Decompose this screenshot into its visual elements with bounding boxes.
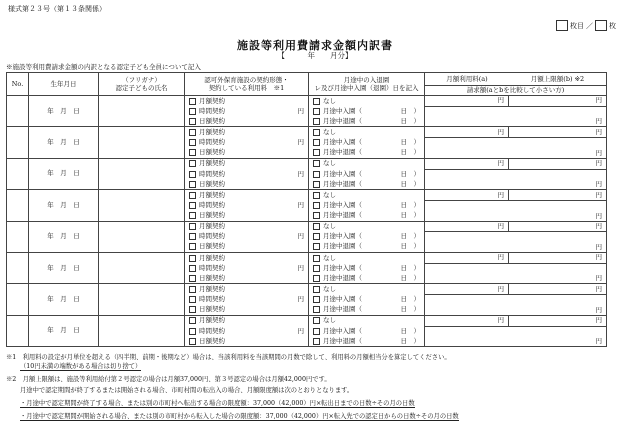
move-exit[interactable]: 月途中退園（ 日 ） xyxy=(309,336,425,347)
header-birth: 生年月日 xyxy=(29,73,99,96)
checkbox-icon[interactable] xyxy=(313,171,320,178)
contract-monthly[interactable]: 月額契約 xyxy=(185,221,309,232)
contract-hourly[interactable]: 時間契約 円 xyxy=(185,201,309,211)
child-name-cell[interactable] xyxy=(99,315,185,346)
sheet-label: 枚目 xyxy=(570,21,584,30)
billing-month: 【 年 月分】 xyxy=(277,51,353,60)
checkbox-icon[interactable] xyxy=(313,255,320,262)
footnote-1: ※1 利用料の設定が月単位を超える（四半期、前期・後期など）場合は、当該利用料を当該期間の月数で除して、利用料の月額相当分を算定してください。 xyxy=(6,354,451,361)
checkbox-icon[interactable] xyxy=(313,118,320,125)
claim-cell[interactable]: 円 xyxy=(425,106,607,127)
checkbox-icon[interactable] xyxy=(313,181,320,188)
checkbox-icon[interactable] xyxy=(189,265,196,272)
checkbox-icon[interactable] xyxy=(313,328,320,335)
checkbox-icon[interactable] xyxy=(313,149,320,156)
table-row xyxy=(7,158,607,169)
row-number xyxy=(7,127,29,158)
row-number xyxy=(7,96,29,127)
contract-monthly[interactable]: 月額契約 xyxy=(185,284,309,295)
checkbox-icon[interactable] xyxy=(189,129,196,136)
contract-hourly[interactable]: 時間契約 円 xyxy=(185,138,309,148)
claim-cell[interactable]: 円 xyxy=(425,169,607,190)
birth-date-cell[interactable]: 年 月 日 xyxy=(29,127,99,158)
table-row xyxy=(7,284,607,295)
limit-cell[interactable]: 円 xyxy=(509,127,607,138)
checkbox-icon[interactable] xyxy=(313,223,320,230)
move-exit[interactable]: 月途中退園（ 日 ） xyxy=(309,273,425,284)
contract-hourly[interactable]: 時間契約 円 xyxy=(185,169,309,179)
contract-monthly[interactable]: 月額契約 xyxy=(185,315,309,326)
limit-cell[interactable]: 円 xyxy=(509,284,607,295)
header-amounts: 月額利用料(a) 月額上限額(b) ※2 請求額(aとbを比較して小さい方) xyxy=(425,73,607,96)
contract-monthly[interactable]: 月額契約 xyxy=(185,190,309,201)
checkbox-icon[interactable] xyxy=(189,171,196,178)
checkbox-icon[interactable] xyxy=(313,129,320,136)
contract-hourly[interactable]: 時間契約 円 xyxy=(185,106,309,116)
checkbox-icon[interactable] xyxy=(189,275,196,282)
contract-daily[interactable]: 日額契約 xyxy=(185,242,309,253)
table-row xyxy=(7,252,607,263)
total-sheets-box[interactable] xyxy=(595,20,607,31)
move-none[interactable]: なし xyxy=(309,252,425,263)
footnote-2b: 月途中で認定期間が終了するまたは開始される場合、市町村間の転出入の場合、月額限度額は次のとおりとなります。 xyxy=(20,387,354,394)
child-name-cell[interactable] xyxy=(99,96,185,127)
birth-date-cell[interactable]: 年 月 日 xyxy=(29,96,99,127)
contract-daily[interactable]: 日額契約 xyxy=(185,211,309,222)
move-exit[interactable]: 月途中退園（ 日 ） xyxy=(309,116,425,127)
claim-cell[interactable]: 円 xyxy=(425,263,607,284)
row-number xyxy=(7,315,29,346)
checkbox-icon[interactable] xyxy=(313,265,320,272)
move-entry[interactable]: 月途中入園（ 日 ） xyxy=(309,263,425,273)
checkbox-icon[interactable] xyxy=(189,296,196,303)
checkbox-icon[interactable] xyxy=(189,160,196,167)
limit-cell[interactable]: 円 xyxy=(509,190,607,201)
move-exit[interactable]: 月途中退園（ 日 ） xyxy=(309,211,425,222)
row-number xyxy=(7,158,29,189)
checkbox-icon[interactable] xyxy=(313,108,320,115)
footnote-2: ※2 月額上限額は、施設等利用給付第２号認定の場合は月額37,000円、第３号認定の場合は月額42,000円です。 xyxy=(6,376,331,383)
header-move: 月途中の入退園 レ及び月途中入園（退園）日を記入 xyxy=(309,73,425,96)
move-entry[interactable]: 月途中入園（ 日 ） xyxy=(309,138,425,148)
page-title: 施設等利用費請求金額内訳書 xyxy=(237,39,393,52)
checkbox-icon[interactable] xyxy=(313,98,320,105)
checkbox-icon[interactable] xyxy=(189,192,196,199)
checkbox-icon[interactable] xyxy=(313,286,320,293)
child-name-cell[interactable] xyxy=(99,221,185,252)
claim-cell[interactable]: 円 xyxy=(425,201,607,222)
checkbox-icon[interactable] xyxy=(189,255,196,262)
move-none[interactable]: なし xyxy=(309,190,425,201)
checkbox-icon[interactable] xyxy=(313,212,320,219)
monthly-fee-cell[interactable]: 円 xyxy=(425,221,509,232)
header-no: No. xyxy=(7,73,29,96)
header-row xyxy=(7,73,607,96)
contract-daily[interactable]: 日額契約 xyxy=(185,148,309,159)
form-number: 様式第２３号（第１３条関係） xyxy=(8,5,106,13)
contract-hourly[interactable]: 時間契約 円 xyxy=(185,295,309,305)
checkbox-icon[interactable] xyxy=(189,306,196,313)
checkbox-icon[interactable] xyxy=(189,223,196,230)
checkbox-icon[interactable] xyxy=(313,243,320,250)
move-none[interactable]: なし xyxy=(309,284,425,295)
contract-monthly[interactable]: 月額契約 xyxy=(185,158,309,169)
monthly-fee-cell[interactable]: 円 xyxy=(425,284,509,295)
move-none[interactable]: なし xyxy=(309,221,425,232)
claim-cell[interactable]: 円 xyxy=(425,232,607,253)
limit-cell[interactable]: 円 xyxy=(509,96,607,107)
checkbox-icon[interactable] xyxy=(313,306,320,313)
footnote-2d: ・月途中で認定期間が開始される場合、または別の市町村から転入した場合の限度額：37,000（42,000）円×転入先での認定日からの日数÷その月の日数 xyxy=(20,413,459,420)
table-row xyxy=(7,96,607,107)
checkbox-icon[interactable] xyxy=(189,108,196,115)
row-number xyxy=(7,221,29,252)
claim-cell[interactable]: 円 xyxy=(425,138,607,159)
move-entry[interactable]: 月途中入園（ 日 ） xyxy=(309,295,425,305)
contract-daily[interactable]: 日額契約 xyxy=(185,116,309,127)
checkbox-icon[interactable] xyxy=(313,275,320,282)
monthly-fee-cell[interactable]: 円 xyxy=(425,315,509,326)
child-name-cell[interactable] xyxy=(99,127,185,158)
move-entry[interactable]: 月途中入園（ 日 ） xyxy=(309,201,425,211)
contract-monthly[interactable]: 月額契約 xyxy=(185,252,309,263)
limit-cell[interactable]: 円 xyxy=(509,252,607,263)
contract-hourly[interactable]: 時間契約 円 xyxy=(185,326,309,336)
footnote-1b: （10円未満の端数がある場合は切り捨て） xyxy=(20,363,142,370)
monthly-fee-cell[interactable]: 円 xyxy=(425,158,509,169)
checkbox-icon[interactable] xyxy=(313,338,320,345)
checkbox-icon[interactable] xyxy=(313,202,320,209)
footnote-2c: ・月途中で認定期間が終了する場合、または別の市町村へ転出する場合の限度額：37,000（42,000）円×転出日までの日数÷その月の日数 xyxy=(20,400,415,407)
claim-cell[interactable]: 円 xyxy=(425,295,607,316)
checkbox-icon[interactable] xyxy=(313,296,320,303)
child-name-cell[interactable] xyxy=(99,158,185,189)
birth-date-cell[interactable]: 年 月 日 xyxy=(29,158,99,189)
checkbox-icon[interactable] xyxy=(189,212,196,219)
checkbox-icon[interactable] xyxy=(189,328,196,335)
move-none[interactable]: なし xyxy=(309,315,425,326)
contract-daily[interactable]: 日額契約 xyxy=(185,273,309,284)
move-entry[interactable]: 月途中入園（ 日 ） xyxy=(309,232,425,242)
checkbox-icon[interactable] xyxy=(313,192,320,199)
contract-monthly[interactable]: 月額契約 xyxy=(185,96,309,107)
checkbox-icon[interactable] xyxy=(313,317,320,324)
row-number xyxy=(7,190,29,221)
total-label: 枚 xyxy=(609,21,616,30)
contract-daily[interactable]: 日額契約 xyxy=(185,336,309,347)
checkbox-icon[interactable] xyxy=(189,118,196,125)
checkbox-icon[interactable] xyxy=(189,338,196,345)
checkbox-icon[interactable] xyxy=(313,233,320,240)
child-name-cell[interactable] xyxy=(99,190,185,221)
checkbox-icon[interactable] xyxy=(189,98,196,105)
move-entry[interactable]: 月途中入園（ 日 ） xyxy=(309,106,425,116)
contract-hourly[interactable]: 時間契約 円 xyxy=(185,263,309,273)
checkbox-icon[interactable] xyxy=(189,317,196,324)
child-name-cell[interactable] xyxy=(99,284,185,315)
monthly-fee-cell[interactable]: 円 xyxy=(425,252,509,263)
claim-cell[interactable]: 円 xyxy=(425,326,607,347)
checkbox-icon[interactable] xyxy=(313,139,320,146)
checkbox-icon[interactable] xyxy=(313,160,320,167)
monthly-fee-cell[interactable]: 円 xyxy=(425,190,509,201)
checkbox-icon[interactable] xyxy=(189,139,196,146)
top-note: ※施設等利用費請求金額の内訳となる認定子ども全員について記入 xyxy=(6,63,201,71)
limit-cell[interactable]: 円 xyxy=(509,158,607,169)
page-separator: ／ xyxy=(586,21,593,30)
header-contract: 認可外保育施設の契約形態・ 契約している利用料 ※1 xyxy=(185,73,309,96)
move-entry[interactable]: 月途中入園（ 日 ） xyxy=(309,326,425,336)
header-name: （フリガナ） 認定子どもの氏名 xyxy=(99,73,185,96)
checkbox-icon[interactable] xyxy=(189,181,196,188)
birth-date-cell[interactable]: 年 月 日 xyxy=(29,315,99,346)
birth-date-cell[interactable]: 年 月 日 xyxy=(29,221,99,252)
move-entry[interactable]: 月途中入園（ 日 ） xyxy=(309,169,425,179)
move-exit[interactable]: 月途中退園（ 日 ） xyxy=(309,148,425,159)
birth-date-cell[interactable]: 年 月 日 xyxy=(29,284,99,315)
monthly-fee-cell[interactable]: 円 xyxy=(425,96,509,107)
table-row xyxy=(7,127,607,138)
monthly-fee-cell[interactable]: 円 xyxy=(425,127,509,138)
checkbox-icon[interactable] xyxy=(189,233,196,240)
child-name-cell[interactable] xyxy=(99,252,185,283)
table-row xyxy=(7,221,607,232)
checkbox-icon[interactable] xyxy=(189,243,196,250)
move-none[interactable]: なし xyxy=(309,127,425,138)
birth-date-cell[interactable]: 年 月 日 xyxy=(29,190,99,221)
birth-date-cell[interactable]: 年 月 日 xyxy=(29,252,99,283)
move-exit[interactable]: 月途中退園（ 日 ） xyxy=(309,242,425,253)
page-count xyxy=(556,20,616,31)
limit-cell[interactable]: 円 xyxy=(509,221,607,232)
contract-monthly[interactable]: 月額契約 xyxy=(185,127,309,138)
table-row xyxy=(7,315,607,326)
row-number xyxy=(7,284,29,315)
contract-daily[interactable]: 日額契約 xyxy=(185,305,309,316)
move-exit[interactable]: 月途中退園（ 日 ） xyxy=(309,179,425,190)
move-none[interactable]: なし xyxy=(309,96,425,107)
checkbox-icon[interactable] xyxy=(189,286,196,293)
contract-hourly[interactable]: 時間契約 円 xyxy=(185,232,309,242)
checkbox-icon[interactable] xyxy=(189,202,196,209)
table-row xyxy=(7,190,607,201)
move-none[interactable]: なし xyxy=(309,158,425,169)
move-exit[interactable]: 月途中退園（ 日 ） xyxy=(309,305,425,316)
checkbox-icon[interactable] xyxy=(189,149,196,156)
limit-cell[interactable]: 円 xyxy=(509,315,607,326)
row-number xyxy=(7,252,29,283)
breakdown-table xyxy=(6,72,607,347)
contract-daily[interactable]: 日額契約 xyxy=(185,179,309,190)
sheet-number-box[interactable] xyxy=(556,20,568,31)
